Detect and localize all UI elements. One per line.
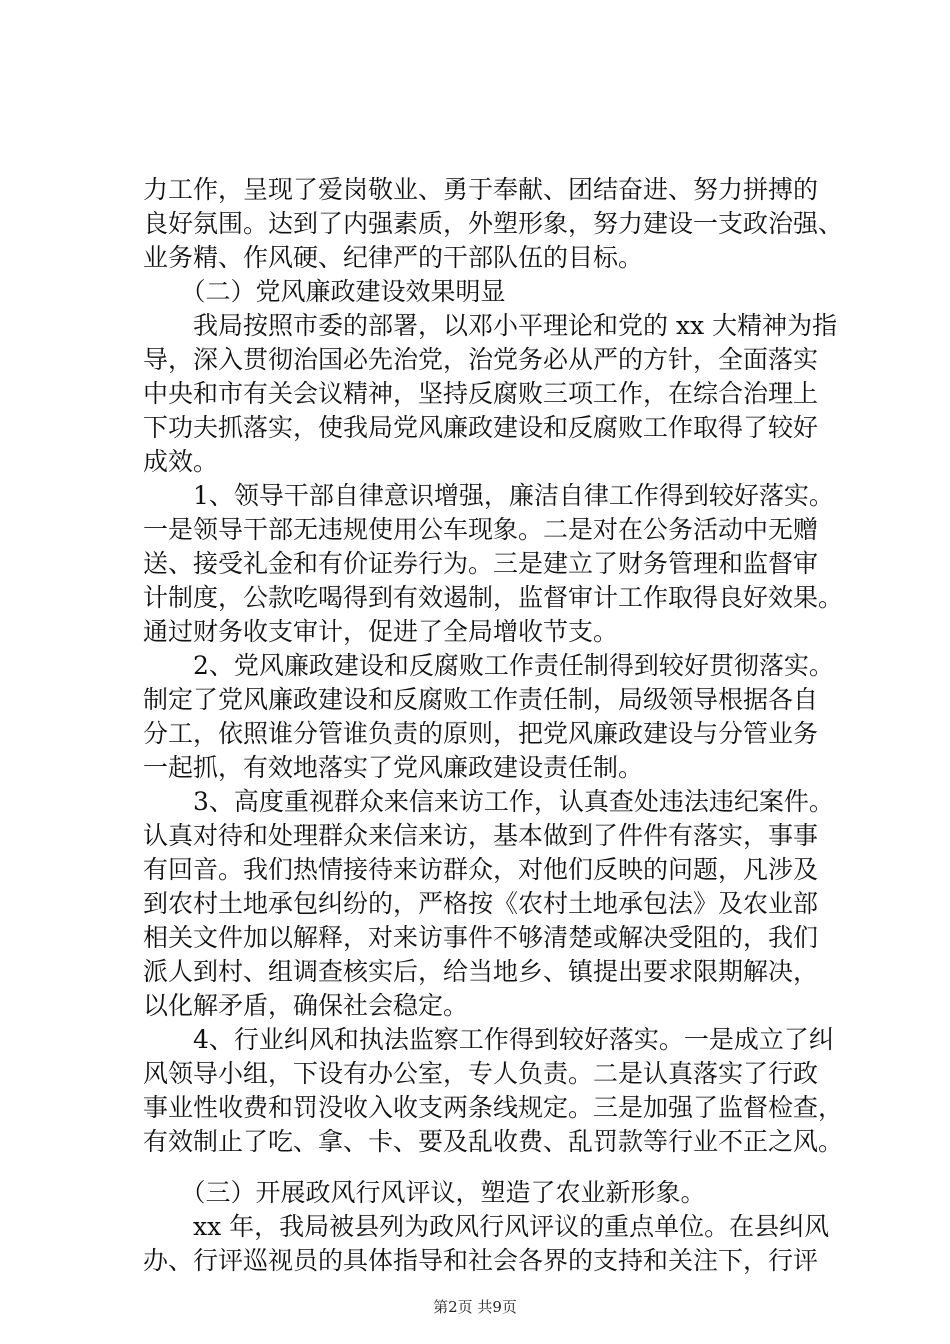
body-text-line: 相关文件加以解释，对来访事件不够清楚或解决受阻的，我们	[143, 923, 819, 952]
section-heading: （二）党风廉政建设效果明显	[143, 277, 506, 306]
body-text-line: 派人到村、组调查核实后，给当地乡、镇提出要求限期解决，	[143, 957, 819, 986]
body-text-line: 中央和市有关会议精神，坚持反腐败三项工作，在综合治理上	[143, 379, 819, 408]
body-text-line: 力工作，呈现了爱岗敬业、勇于奉献、团结奋进、努力拼搏的	[143, 175, 819, 204]
body-text-line: 计制度，公款吃喝得到有效遏制，监督审计工作取得良好效果。	[143, 583, 844, 612]
body-text-line: 以化解矛盾，确保社会稳定。	[143, 991, 469, 1020]
page-number-footer: 第2页 共9页	[433, 1298, 517, 1316]
body-text-line: 3、高度重视群众来信来访工作，认真查处违法违纪案件。	[143, 787, 834, 816]
body-text-line: 良好氛围。达到了内强素质，外塑形象，努力建设一支政治强、	[143, 209, 844, 238]
body-text-line: 通过财务收支审计，促进了全局增收节支。	[143, 617, 619, 646]
body-text-line: xx 年，我局被县列为政风行风评议的重点单位。在县纠风	[143, 1212, 830, 1241]
body-text-line: 一是领导干部无违规使用公车现象。二是对在公务活动中无赠	[143, 515, 819, 544]
body-text-line: 分工，依照谁分管谁负责的原则，把党风廉政建设与分管业务	[143, 719, 819, 748]
body-text-line: 认真对待和处理群众来信来访，基本做到了件件有落实，事事	[143, 821, 819, 850]
body-text-line: 业务精、作风硬、纪律严的干部队伍的目标。	[143, 243, 644, 272]
body-text-line: 风领导小组，下设有办公室，专人负责。二是认真落实了行政	[143, 1059, 819, 1088]
body-text-line: 1、领导干部自律意识增强，廉洁自律工作得到较好落实。	[143, 481, 834, 510]
body-text-line: 有回音。我们热情接待来访群众，对他们反映的问题，凡涉及	[143, 855, 819, 884]
body-text-line: 2、党风廉政建设和反腐败工作责任制得到较好贯彻落实。	[143, 651, 834, 680]
body-text-line: 制定了党风廉政建设和反腐败工作责任制，局级领导根据各自	[143, 685, 819, 714]
section-heading: （三）开展政风行风评议，塑造了农业新形象。	[143, 1178, 706, 1207]
body-text-line: 成效。	[143, 447, 219, 476]
body-text-line: 有效制止了吃、拿、卡、要及乱收费、乱罚款等行业不正之风。	[143, 1127, 844, 1156]
body-text-line: 导，深入贯彻治国必先治党，治党务必从严的方针，全面落实	[143, 345, 819, 374]
body-text-line: 下功夫抓落实，使我局党风廉政建设和反腐败工作取得了较好	[143, 413, 819, 442]
body-text-line: 送、接受礼金和有价证券行为。三是建立了财务管理和监督审	[143, 549, 819, 578]
body-text-line: 4、行业纠风和执法监察工作得到较好落实。一是成立了纠	[143, 1025, 834, 1054]
body-text-line: 事业性收费和罚没收入收支两条线规定。三是加强了监督检查，	[143, 1093, 844, 1122]
body-text-line: 一起抓，有效地落实了党风廉政建设责任制。	[143, 753, 644, 782]
body-text-line: 办、行评巡视员的具体指导和社会各界的支持和关注下，行评	[143, 1246, 819, 1275]
body-text-line: 到农村土地承包纠纷的，严格按《农村土地承包法》及农业部	[143, 889, 819, 918]
body-text-line: 我局按照市委的部署，以邓小平理论和党的 xx 大精神为指	[143, 311, 838, 340]
